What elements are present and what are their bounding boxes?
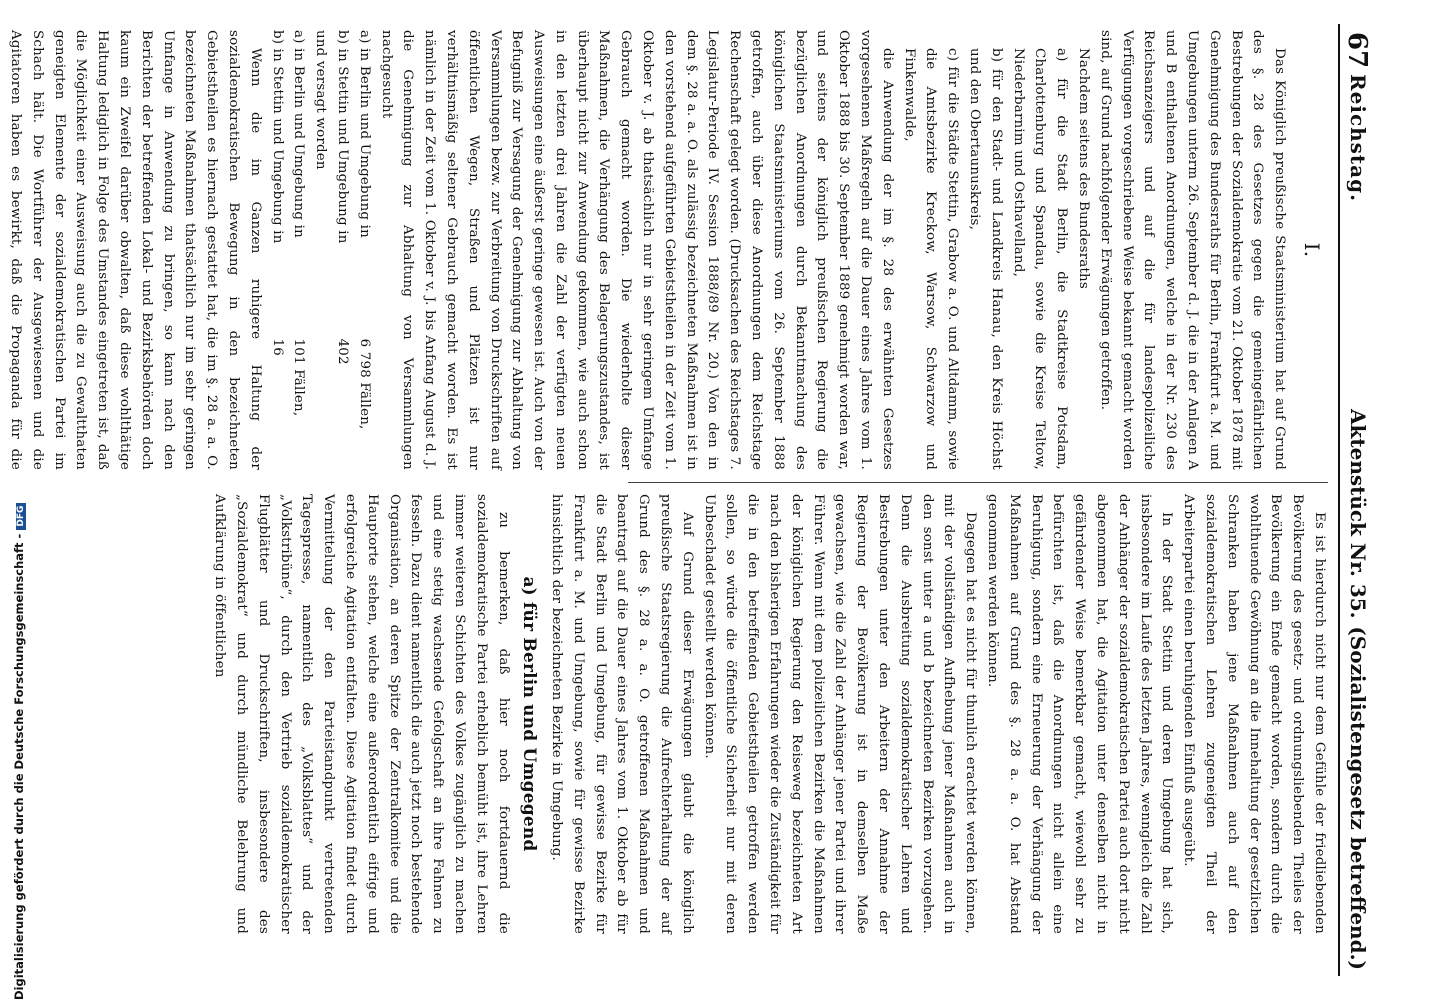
left-text-column <box>7 30 1330 470</box>
page-number: 67 <box>1342 32 1372 69</box>
table-cell: 6 798 Fällen, <box>356 338 372 430</box>
table-cell: b) in Stettin und Umgebung in <box>334 30 350 244</box>
table-row <box>288 30 310 470</box>
table-cell: und versagt worden <box>313 30 329 170</box>
list-item: c) für die Städte Stettin, Grabow a. O. und Altdamm, sowie die Amtsbezirke Kreckow, Warsow, Schwarzow und Finkenwalde, <box>901 48 961 470</box>
paragraph: Das Königlich preußische Staatsministerium hat auf Grund des §. 28 des Gesetzes gegen die gemeingefährlichen Bestrebungen der Sozialdemokratie vom 21. Oktober 1878 mit Genehmigung des Bundesraths für Berlin, Frankfurt a. M. und Umgebungen unterm 26. September d. J. die in der Anlagen A und B enthaltenen Anordnungen, welche in der Nr. 230 des Reichsanzeigers und auf die für landespolizeiliche Verfügungen vorgeschriebene Weise bekannt gemacht worden sind, auf Grund nachfolgender Erwägungen getroffen. <box>1097 30 1288 470</box>
paragraph: Dagegen hat es nicht für thunlich erachtet werden können, mit der vollständigen Aufhebung jener Maßnahmen auch in den sonst unter a und b bezeichneten Bezirken vorzugehen. Denn die Ausbreitung sozialdemokratischer Lehren und Bestrebungen unter den Arbeitern der Annahme der Regierung der Bevölkerung ist in demselben Maße gewachsen, wie die Zahl der Anhänger jener Partei und ihrer Führer. Wenn mit dem polizeilichen Bezirken die Maßnahmen der königlichen Regierung den Reiseweg bezeichneten Art nach den bisherigen Erfahrungen wieder die Zuständigkeit für die in den betreffenden Gebietstheilen getroffen werden sollen, so würde die öffentliche Sicherheit nur mit deren Unbeschadet gestellt werden können. <box>701 494 979 934</box>
paragraph: Auf Grund dieser Erwägungen glaubt die königlich preußische Staatsregierung die Aufrechterhaltung der auf Grund des §. 28 a. a. O. getroffenen Maßnahmen und beantragt auf die Dauer eines Jahres vom 1. Oktober ab für die Stadt Berlin und Umgebung, für gewisse Bezirke für Frankfurt a. M. und Umgebung, sowie für gewisse Bezirke hinsichtlich der bezeichneten Bezirke in Umgebung. <box>549 494 695 934</box>
column-divider <box>628 482 1328 483</box>
dfg-logo: DFG <box>16 503 26 530</box>
subsection-heading: a) für Berlin und Umgegend <box>519 576 540 852</box>
credit-text: Digitalisierung gefördert durch die Deutsche Forschungsgemeinschaft - <box>12 533 26 1000</box>
table-cell: a) in Berlin und Umgebung in <box>356 30 372 238</box>
section-number: I. <box>1300 242 1324 258</box>
table-row <box>331 30 353 470</box>
digitization-credit <box>12 503 26 1000</box>
header-title: Reichstag. <box>1346 74 1370 203</box>
enumerated-list <box>898 30 1072 470</box>
header-kicker: (Sozialistengesetz betreffend.) <box>1346 626 1370 970</box>
table-cell: 101 Fällen, <box>291 338 307 417</box>
paragraph: zu bemerken, daß hier noch fortdauernd die sozialdemokratische Partei erheblich bemüht ist, ihre Lehren immer weiteren Schichten des Volkes zugänglich zu machen und eine stetig wachsende Gefolgschaft an ihre Fahnen zu fesseln. Dazu dient namentlich die auch jetzt noch bestehende Organisation, an deren Spitze der Zentralkomitee und die Hauptorte stehen, welche eine außerordentlich eifrige und erfolgreiche Agitation entfalten. Diese Agitation findet durch Vermittelung der den Parteistandpunkt vertretenden Tagespresse, namentlich des „Volksblattes“ und der „Volkstribüne“, durch den Vertrieb sozialdemokratischer Flugblätter und Druckschriften, insbesondere des „Sozialdemokrat“ und durch mündliche Belehrung und Aufklärung in öffentlichen <box>212 494 511 934</box>
right-text-column <box>212 494 1330 934</box>
table-cell: 16 <box>269 338 285 357</box>
table-cell: a) in Berlin und Umgebung in <box>291 30 307 238</box>
paragraph: Es ist hierdurch nicht nur dem Gefühle der friedliebenden Bevölkerung des gesetz- und ordnungsliebenden Theiles der Bevölkerung ein Ende gemacht worden, sondern durch die wohlthuende Gewöhnung an die Innehaltung der gesetzlichen Schranken haben jene Maßnahmen auch auf den sozialdemokratischen Lehren zugeneigten Theil der Arbeiterpartei einen beruhigenden Einfluß ausgeübt. <box>1181 494 1327 934</box>
paragraph: In der Stadt Stettin und deren Umgebung hat sich, insbesondere im Laufe des letzten Jahres, wenngleich die Zahl der Anhänger der sozialdemokratischen Partei auch dort nicht abgenommen hat, die Agitation unter denselben nicht in gefährdender Weise bemerkbar gemacht, wiewohl sehr zu befürchten ist, daß die Anordnungen nicht allein eine Beruhigung, sondern eine Erneuerung der Verhängung der Maßnahmen auf Grund des §. 28 a. a. O. hat Abstand genommen werden können. <box>985 494 1175 934</box>
paragraph: Wenn die im Ganzen ruhigere Haltung der sozialdemokratischen Bewegung in den bezeichneten Gebietstheilen es hiernach gestattet hat, die im §. 28 a. a. O. bezeichneten Maßnahmen thatsächlich nur im sehr geringen Umfange in Anwendung zu bringen, so kann nach den Berichten der betreffenden Lokal- und Bezirksbehörden doch kaum ein Zweifel darüber obwalten, daß diese wohlthätige Haltung lediglich in Folge des Umstandes eingetreten ist, daß die Möglichkeit einer Ausweisung auch die zu Gewaltthaten geneigten Elemente der sozialdemokratischen Partei im Schach hält. Die Wortführer der Ausgewiesenen und die Agitatoren haben es bewirkt, daß die Propaganda für die <box>7 30 263 470</box>
page-header <box>1338 24 1380 976</box>
paragraph: die Anwendung der im §. 28 des erwähnten Gesetzes vorgesehenen Maßregeln auf die Dauer eines Jahres vom 1. Oktober 1888 bis 30. September 1889 genehmigt worden war, und seitens der königlich preußischen Regierung die bezüglichen Anordnungen durch Bekanntmachung des königlichen Staatsministeriums vom 26. September 1888 getroffen, auch über diese Anordnungen dem Reichstage Rechenschaft gelegt worden. (Drucksachen des Reichstages 7. Legislatur-Periode IV. Session 1888/89 Nr. 20.) Von den in dem §. 28 a. a. O. als zulässig bezeichneten Maßnahmen ist in den vorstehend aufgeführten Gebietstheilen in der Zeit vom 1. Oktober v. J. ab thatsächlich nur in sehr geringem Umfange Gebrauch gemacht worden. Die wiederholte dieser Maßnahmen, die Verhängung des Belagerungszustandes, ist überhaupt nicht zur Anwendung gekommen, wie auch schon in den letzten drei Jahren die Zahl der verfügten neuen Ausweisungen eine äußerst geringe gewesen ist. Auch von der Befugniß zur Versagung der Genehmigung zur Abhaltung von Versammlungen bezw. zur Verbreitung von Druckschriften auf öffentlichen Wegen, Straßen und Plätzen ist nur verhältnismäßig seltener Gebrauch gemacht worden. Es ist nämlich in der Zeit vom 1. Oktober v. J. bis Anfang August d. J. die Genehmigung zur Abhaltung von Versammlungen nachgesucht <box>378 30 895 470</box>
table-row <box>266 30 288 470</box>
paragraph: Nachdem seitens des Bundesraths <box>1076 48 1092 289</box>
table-cell: 402 <box>334 338 350 365</box>
list-item: b) für den Stadt- und Landkreis Hanau, den Kreis Höchst und den Obertaunuskreis, <box>967 48 1004 470</box>
list-item: a) für die Stadt Berlin, die Stadtkreise Potsdam, Charlottenburg und Spandau, sowie die Kreise Teltow, Niederbarnim und Osthavelland, <box>1010 48 1070 470</box>
statistics-table <box>266 30 375 470</box>
header-subtitle: Aktenstück Nr. 35. <box>1346 409 1370 619</box>
table-row <box>309 30 331 470</box>
table-cell <box>309 339 331 470</box>
table-cell: b) in Stettin und Umgebung in <box>269 30 285 244</box>
table-row <box>353 30 375 470</box>
